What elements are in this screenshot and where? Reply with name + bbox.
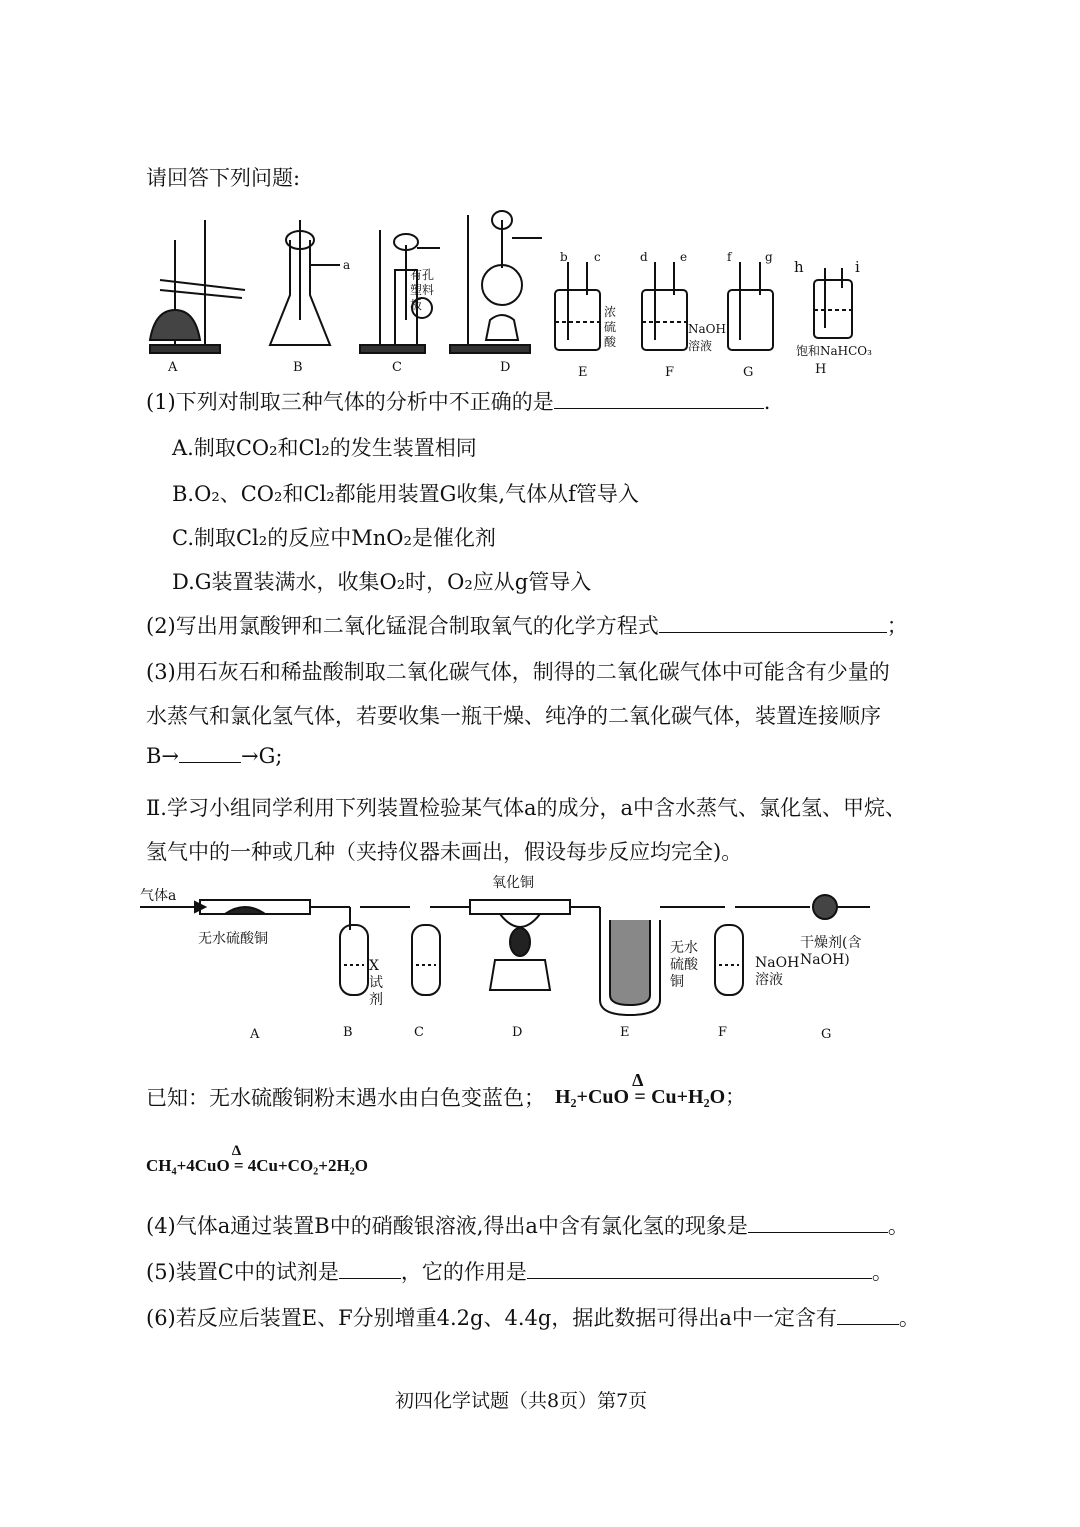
q3-line1: (3)用石灰石和稀盐酸制取二氧化碳气体，制得的二氧化碳气体中可能含有少量的: [146, 660, 890, 684]
q2-stem: (2)写出用氯酸钾和二氧化锰混合制取氧气的化学方程式: [146, 614, 659, 638]
fig1-label-A: A: [168, 360, 178, 375]
q4-end: 。: [887, 1214, 909, 1238]
eq1-left: H₂+CuO: [555, 1086, 630, 1108]
q3-post: →G;: [241, 744, 283, 768]
fig1-label-G: G: [743, 365, 754, 380]
q1-option-c: C.制取Cl₂的反应中MnO₂是催化剂: [172, 526, 496, 550]
tube-d: d: [640, 250, 648, 264]
tube-h: h: [794, 258, 804, 276]
q2: [146, 610, 908, 640]
q3-pre: B→: [146, 744, 180, 768]
part2-line1: Ⅱ.学习小组同学利用下列装置检验某气体a的成分，a中含水蒸气、氯化氢、甲烷、: [146, 796, 906, 820]
fig1-label-E: E: [578, 365, 588, 380]
q2-end: ；: [886, 614, 908, 638]
q3-answer-blank[interactable]: [179, 744, 241, 763]
equation-1: H₂+CuO Δ = Cu+H₂O；: [555, 1070, 746, 1108]
q4-answer-blank[interactable]: [748, 1214, 888, 1233]
port-a-label: a: [343, 258, 351, 272]
fig2-label-G: G: [821, 1027, 832, 1042]
q6-answer-blank[interactable]: [837, 1306, 899, 1325]
page-footer: 初四化学试题（共8页）第7页: [395, 1390, 648, 1412]
apparatus-figure-1: [130, 200, 890, 380]
tube-c: c: [594, 250, 601, 264]
fig2-copper-oxide: 氧化铜: [492, 875, 534, 891]
q1-stem-text: (1)下列对制取三种气体的分析中不正确的是: [146, 390, 554, 414]
fig2-label-E: E: [620, 1025, 630, 1040]
q4: [146, 1210, 909, 1240]
annot-nahco3: 饱和NaHCO₃: [796, 344, 872, 358]
fig2-gas-in: 气体a: [140, 888, 177, 904]
fig1-label-D: D: [500, 360, 511, 375]
annot-conc-sulfuric: 浓硫酸: [604, 305, 617, 349]
q1-end: .: [763, 390, 771, 414]
fig2-naoh-solution: NaOH溶液: [755, 955, 800, 988]
fig2-label-D: D: [512, 1025, 523, 1040]
fig2-label-F: F: [718, 1025, 728, 1040]
annot-plastic-plate: 有孔塑料板: [410, 268, 435, 312]
tube-i: i: [855, 258, 860, 276]
part2-line2: 氢气中的一种或几种（夹持仪器未画出，假设每步反应均完全)。: [146, 840, 743, 864]
q1-answer-blank[interactable]: [554, 390, 764, 409]
fig2-desiccant: 干燥剂(含NaOH): [800, 935, 862, 968]
fig1-label-B: B: [293, 360, 303, 375]
q6-end: 。: [898, 1306, 920, 1330]
q6: [146, 1302, 920, 1332]
q5-end: 。: [871, 1260, 893, 1284]
known-lead: 已知：无水硫酸铜粉末遇水由白色变蓝色；: [146, 1086, 545, 1110]
q5-purpose-blank[interactable]: [527, 1260, 872, 1279]
fig2-label-B: B: [343, 1025, 353, 1040]
equation-2: CH₄+4CuO Δ = 4Cu+CO₂+2H₂O: [146, 1143, 368, 1175]
fig2-x-reagent: X试剂: [369, 958, 383, 1008]
q2-answer-blank[interactable]: [659, 614, 887, 633]
annot-naoh-2: 溶液: [688, 339, 713, 353]
fig2-e-label: 无水硫酸铜: [670, 940, 698, 990]
q5-reagent-blank[interactable]: [339, 1260, 401, 1279]
fig2-anhydrous-cuso4: 无水硫酸铜: [198, 931, 268, 947]
q1-option-d: D.G装置装满水，收集O₂时，O₂应从g管导入: [172, 570, 592, 594]
eq1-heat: Δ: [632, 1070, 644, 1090]
q1-option-a: A.制取CO₂和Cl₂的发生装置相同: [172, 436, 477, 460]
tube-g: g: [765, 250, 773, 264]
q5-b: ，它的作用是: [400, 1260, 527, 1284]
eq2-right: 4Cu+CO₂+2H₂O: [247, 1156, 368, 1175]
tube-e: e: [680, 250, 688, 264]
fig1-label-F: F: [665, 365, 675, 380]
q5-a: (5)装置C中的试剂是: [146, 1260, 339, 1284]
q3-line2: 水蒸气和氯化氢气体，若要收集一瓶干燥、纯净的二氧化碳气体，装置连接顺序: [146, 704, 881, 728]
eq2-heat: Δ: [231, 1143, 242, 1159]
fig2-label-C: C: [414, 1025, 424, 1040]
intro-text: 请回答下列问题:: [146, 166, 301, 190]
eq1-right: Cu+H₂O: [651, 1086, 726, 1108]
fig2-label-A: A: [250, 1027, 260, 1042]
q5: [146, 1256, 893, 1286]
q1-option-b: B.O₂、CO₂和Cl₂都能用装置G收集,气体从f管导入: [172, 482, 639, 506]
eq2-left: CH₄+4CuO: [146, 1156, 230, 1175]
q3-line3: [146, 744, 282, 768]
annot-naoh-1: NaOH: [688, 322, 726, 336]
fig1-label-H: H: [815, 362, 827, 377]
tube-b: b: [560, 250, 568, 264]
fig1-label-C: C: [392, 360, 402, 375]
q1-stem: [146, 386, 770, 416]
tube-f: f: [727, 250, 732, 264]
q4-stem: (4)气体a通过装置B中的硝酸银溶液,得出a中含有氯化氢的现象是: [146, 1214, 748, 1238]
eq1-end: ；: [725, 1086, 746, 1108]
q6-stem: (6)若反应后装置E、F分别增重4.2g、4.4g，据此数据可得出a中一定含有: [146, 1306, 837, 1330]
